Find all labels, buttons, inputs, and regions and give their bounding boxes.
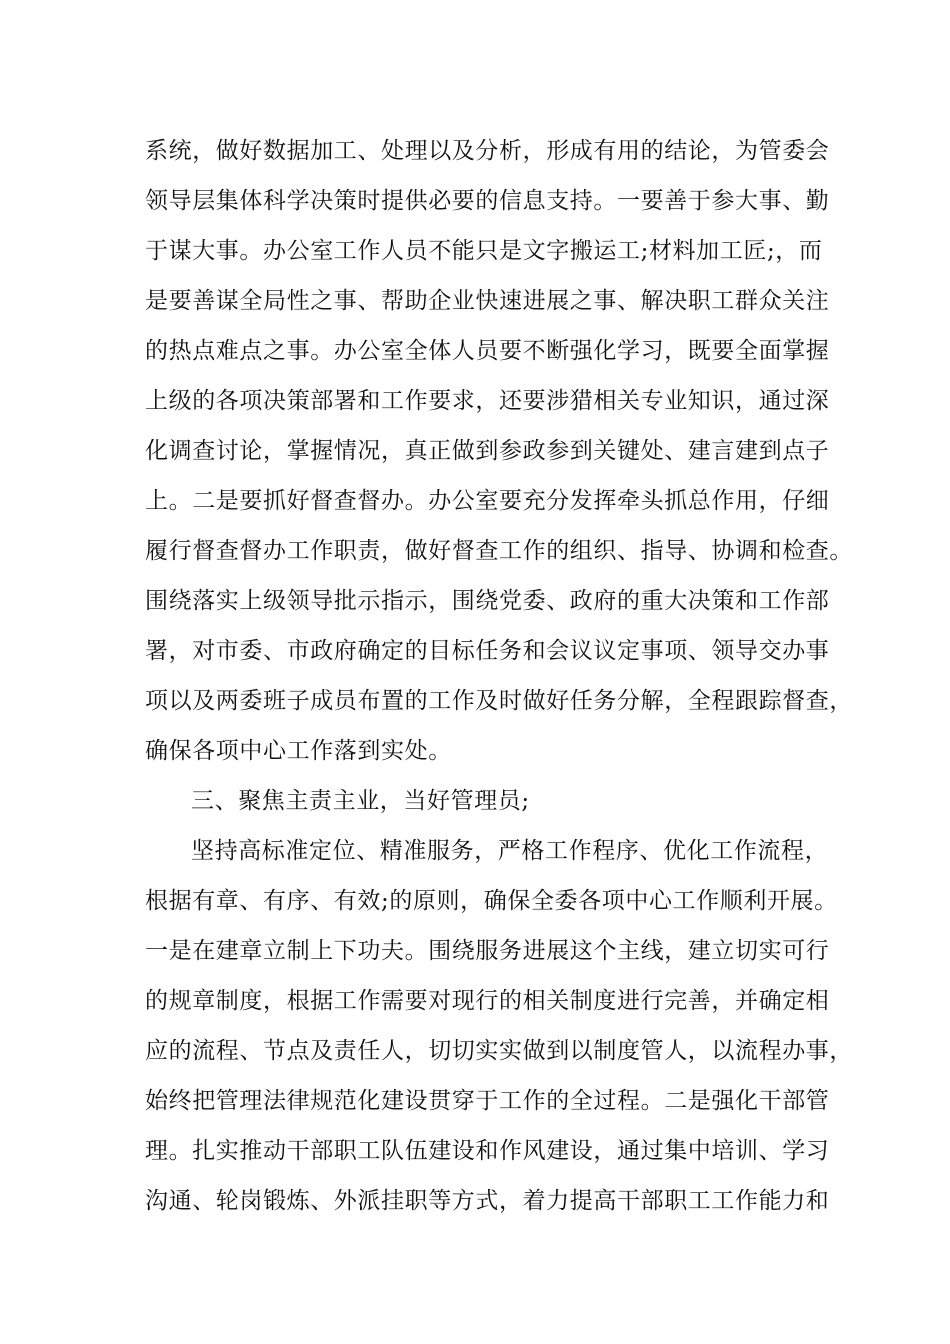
text-line: 上。二是要抓好督查督办。办公室要充分发挥牵头抓总作用，仔细 bbox=[145, 488, 830, 514]
text-line: 是要善谋全局性之事、帮助企业快速进展之事、解决职工群众关注 bbox=[145, 288, 830, 314]
text-line: 沟通、轮岗锻炼、外派挂职等方式，着力提高干部职工工作能力和 bbox=[145, 1188, 830, 1214]
text-line: 理。扎实推动干部职工队伍建设和作风建设，通过集中培训、学习 bbox=[145, 1138, 830, 1164]
text-line: 应的流程、节点及责任人，切切实实做到以制度管人，以流程办事， bbox=[145, 1038, 853, 1064]
text-line: 项以及两委班子成员布置的工作及时做好任务分解，全程跟踪督查， bbox=[145, 688, 853, 714]
text-line: 一是在建章立制上下功夫。围绕服务进展这个主线，建立切实可行 bbox=[145, 938, 830, 964]
text-line: 始终把管理法律规范化建设贯穿于工作的全过程。二是强化干部管 bbox=[145, 1088, 830, 1114]
text-line: 坚持高标准定位、精准服务，严格工作程序、优化工作流程， bbox=[191, 838, 829, 864]
text-line: 署，对市委、市政府确定的目标任务和会议议定事项、领导交办事 bbox=[145, 638, 830, 664]
text-line: 的热点难点之事。办公室全体人员要不断强化学习，既要全面掌握 bbox=[145, 338, 830, 364]
text-line: 的规章制度，根据工作需要对现行的相关制度进行完善，并确定相 bbox=[145, 988, 830, 1014]
text-line: 于谋大事。办公室工作人员不能只是文字搬运工;材料加工匠;，而 bbox=[145, 238, 823, 264]
text-line: 围绕落实上级领导批示指示，围绕党委、政府的重大决策和工作部 bbox=[145, 588, 830, 614]
text-line: 履行督查督办工作职责，做好督查工作的组织、指导、协调和检查。 bbox=[145, 538, 853, 564]
text-line: 领导层集体科学决策时提供必要的信息支持。一要善于参大事、勤 bbox=[145, 188, 830, 214]
text-line: 化调查讨论，掌握情况，真正做到参政参到关键处、建言建到点子 bbox=[145, 438, 830, 464]
text-line: 系统，做好数据加工、处理以及分析，形成有用的结论，为管委会 bbox=[145, 138, 830, 164]
text-line: 确保各项中心工作落到实处。 bbox=[145, 738, 452, 764]
text-line: 根据有章、有序、有效;的原则，确保全委各项中心工作顺利开展。 bbox=[145, 888, 838, 914]
text-line: 上级的各项决策部署和工作要求，还要涉猎相关专业知识，通过深 bbox=[145, 388, 830, 414]
section-heading: 三、聚焦主责主业，当好管理员; bbox=[191, 788, 530, 814]
